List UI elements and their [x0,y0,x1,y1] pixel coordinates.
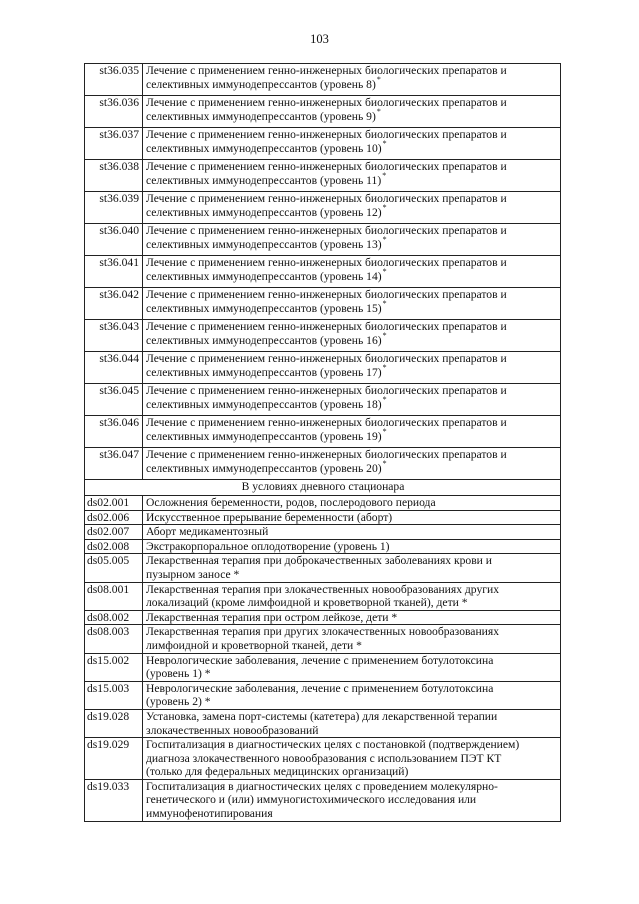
description-line: селективных иммунодепрессантов (уровень 8) [146,77,376,91]
description-line: селективных иммунодепрессантов (уровень 20) [146,461,382,475]
description-line: селективных иммунодепрессантов (уровень 9) [146,109,376,123]
description-line: селективных иммунодепрессантов (уровень 15) [146,301,382,315]
table-row [85,653,561,681]
row-code: st36.035 [85,64,143,96]
row-code: st36.040 [85,224,143,256]
description-line: локализаций (кроме лимфоидной и кроветворной тканей), дети * [146,596,468,610]
table-row [85,582,561,610]
description-line: злокачественных новообразований [146,723,319,737]
row-code: ds15.003 [85,681,143,709]
section-heading-row [85,480,561,496]
table-row [85,320,561,352]
table-row [85,384,561,416]
description-line: (уровень 2) * [146,695,211,709]
description-line: селективных иммунодепрессантов (уровень 14) [146,269,382,283]
row-description [143,64,561,96]
row-description [143,653,561,681]
footnote-asterisk: * [382,394,387,404]
row-description [143,496,561,511]
table-row [85,510,561,525]
description-line: Госпитализация в диагностических целях с постановкой (подтверждением) [146,738,520,752]
description-line: Лечение с применением генно-инженерных биологических препаратов и [146,192,507,205]
row-code: ds02.007 [85,525,143,540]
row-code: ds02.006 [85,510,143,525]
description-line: иммунофенотипирования [146,807,273,821]
row-code: st36.038 [85,160,143,192]
row-code: st36.047 [85,448,143,480]
description-line: селективных иммунодепрессантов (уровень 13) [146,237,382,251]
row-description [143,224,561,256]
row-code: st36.039 [85,192,143,224]
description-line: генетического и (или) иммуногистохимического исследования или [146,793,477,807]
footnote-asterisk: * [376,74,381,84]
description-line: Лечение с применением генно-инженерных биологических препаратов и [146,448,507,461]
footnote-asterisk: * [382,202,387,212]
row-description [143,554,561,582]
footnote-asterisk: * [382,426,387,436]
table-row [85,738,561,780]
row-description [143,625,561,653]
description-line: селективных иммунодепрессантов (уровень 19) [146,429,382,443]
description-line: селективных иммунодепрессантов (уровень 10) [146,141,382,155]
row-description [143,779,561,821]
row-code: st36.037 [85,128,143,160]
description-line: Госпитализация в диагностических целях с проведением молекулярно- [146,779,498,793]
footnote-asterisk: * [382,298,387,308]
table-row [85,625,561,653]
footnote-asterisk: * [382,330,387,340]
description-line: Лекарственная терапия при других злокачественных новообразованиях [146,625,499,639]
description-line: селективных иммунодепрессантов (уровень 16) [146,333,382,347]
description-line: селективных иммунодепрессантов (уровень 12) [146,205,382,219]
row-description [143,256,561,288]
footnote-asterisk: * [382,234,387,244]
row-code: ds08.002 [85,610,143,625]
table-row [85,709,561,737]
table-row [85,160,561,192]
description-line: лимфоидной и кроветворной тканей, дети * [146,638,362,652]
row-code: st36.042 [85,288,143,320]
table-row [85,416,561,448]
footnote-asterisk: * [382,458,387,468]
table-row [85,539,561,554]
description-line: селективных иммунодепрессантов (уровень 11) [146,173,382,187]
table-row [85,779,561,821]
row-description [143,96,561,128]
row-code: ds02.008 [85,539,143,554]
description-line: Осложнения беременности, родов, послеродового периода [146,496,436,509]
row-description [143,681,561,709]
table-row [85,96,561,128]
row-code: ds02.001 [85,496,143,511]
description-line: Лечение с применением генно-инженерных биологических препаратов и [146,288,507,301]
row-description [143,738,561,780]
inpatient-rows [85,64,561,480]
description-line: (только для федеральных медицинских организаций) [146,765,409,779]
table-row [85,525,561,540]
table-row [85,610,561,625]
row-code: ds19.029 [85,738,143,780]
row-code: st36.041 [85,256,143,288]
footnote-asterisk: * [382,362,387,372]
row-code: st36.046 [85,416,143,448]
row-description [143,416,561,448]
row-description [143,192,561,224]
tariff-code-table [84,63,561,822]
day-hospital-rows [85,496,561,822]
row-code: st36.045 [85,384,143,416]
description-line: Лечение с применением генно-инженерных биологических препаратов и [146,320,507,333]
row-code: ds19.028 [85,709,143,737]
description-line: Лечение с применением генно-инженерных биологических препаратов и [146,352,507,365]
description-line: Экстракорпоральное оплодотворение (уровень 1) [146,539,390,553]
row-description [143,288,561,320]
table-row [85,256,561,288]
page-number: 103 [310,32,329,46]
table-row [85,64,561,96]
row-code: st36.036 [85,96,143,128]
table-row [85,128,561,160]
row-description [143,539,561,554]
description-line: Лечение с применением генно-инженерных биологических препаратов и [146,128,507,141]
description-line: Неврологические заболевания, лечение с применением ботулотоксина [146,681,494,695]
row-code: st36.044 [85,352,143,384]
row-description [143,384,561,416]
row-code: ds08.001 [85,582,143,610]
footnote-asterisk: * [382,138,387,148]
description-line: Аборт медикаментозный [146,525,269,539]
row-code: ds05.005 [85,554,143,582]
description-line: Лечение с применением генно-инженерных биологических препаратов и [146,416,507,429]
description-line: диагноза злокачественного новообразования с использованием ПЭТ КТ [146,751,502,765]
description-line: Установка, замена порт-системы (катетера) для лекарственной терапии [146,709,498,723]
table-row [85,192,561,224]
description-line: Искусственное прерывание беременности (аборт) [146,510,393,524]
table-row [85,352,561,384]
description-line: селективных иммунодепрессантов (уровень 18) [146,397,382,411]
table-row [85,288,561,320]
description-line: Лечение с применением генно-инженерных биологических препаратов и [146,64,507,77]
description-line: Лечение с применением генно-инженерных биологических препаратов и [146,224,507,237]
table-row [85,554,561,582]
row-description [143,160,561,192]
description-line: Лечение с применением генно-инженерных биологических препаратов и [146,160,507,173]
section-heading: В условиях дневного стационара [85,480,561,496]
description-line: Лекарственная терапия при остром лейкозе, дети * [146,610,398,624]
footnote-asterisk: * [382,266,387,276]
row-description [143,448,561,480]
row-code: ds15.002 [85,653,143,681]
row-description [143,582,561,610]
row-description [143,610,561,625]
table-row [85,448,561,480]
description-line: Лекарственная терапия при злокачественных новообразованиях других [146,582,499,596]
row-code: ds08.003 [85,625,143,653]
section-heading-group [85,480,561,496]
row-description [143,510,561,525]
description-line: Неврологические заболевания, лечение с применением ботулотоксина [146,653,494,667]
description-line: пузырном заносе * [146,567,240,581]
description-line: Лечение с применением генно-инженерных биологических препаратов и [146,384,507,397]
table-row [85,681,561,709]
row-description [143,352,561,384]
row-code: ds19.033 [85,779,143,821]
row-code: st36.043 [85,320,143,352]
table-row [85,224,561,256]
row-description [143,709,561,737]
description-line: селективных иммунодепрессантов (уровень 17) [146,365,382,379]
description-line: Лекарственная терапия при доброкачественных заболеваниях крови и [146,554,492,568]
footnote-asterisk: * [376,106,381,116]
table-row [85,496,561,511]
description-line: (уровень 1) * [146,667,211,681]
description-line: Лечение с применением генно-инженерных биологических препаратов и [146,256,507,269]
row-description [143,320,561,352]
footnote-asterisk: * [382,170,387,180]
description-line: Лечение с применением генно-инженерных биологических препаратов и [146,96,507,109]
row-description [143,525,561,540]
row-description [143,128,561,160]
